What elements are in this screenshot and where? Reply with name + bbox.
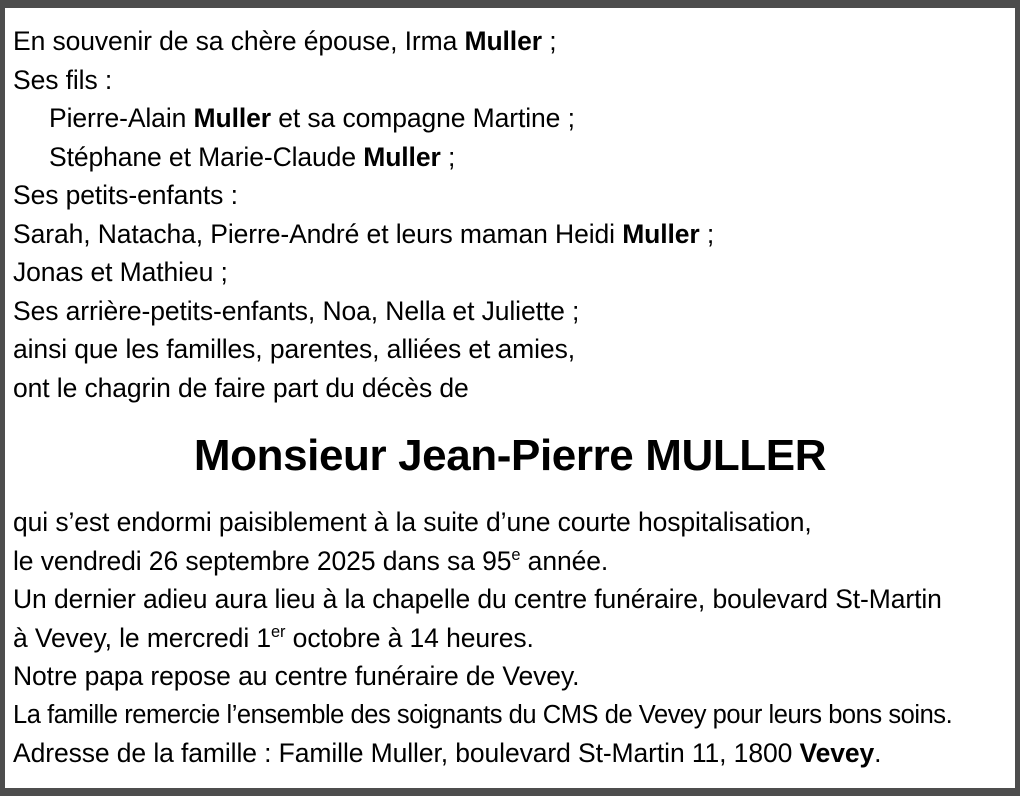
notice-text-line xyxy=(13,176,1007,215)
notice-text-line xyxy=(13,330,1007,369)
intro-block xyxy=(13,22,1007,407)
notice-text-line xyxy=(13,369,1007,408)
text-run: qui s’est endormi paisiblement à la suite d’une courte hospitalisation, xyxy=(13,507,812,537)
notice-text-line xyxy=(13,696,1007,735)
notice-text-line xyxy=(13,292,1007,331)
text-run: er xyxy=(271,622,286,641)
text-run: ont le chagrin de faire part du décès de xyxy=(13,372,469,403)
body-block xyxy=(13,503,1007,773)
text-run: ; xyxy=(541,26,557,56)
text-run: Ses petits-enfants : xyxy=(13,180,238,210)
notice-text-line xyxy=(13,99,1007,138)
text-run: le vendredi 26 septembre 2025 dans sa 95 xyxy=(13,545,512,576)
emphasis-text: Muller xyxy=(363,141,441,172)
text-run: . xyxy=(874,738,882,768)
emphasis-text: Muller xyxy=(622,218,700,249)
text-run: Stéphane et Marie-Claude xyxy=(49,141,364,172)
text-run: Adresse de la famille : Famille Muller, boulevard St-Martin 11, 1800 xyxy=(13,738,800,768)
text-run: ; xyxy=(440,141,456,172)
notice-text-line xyxy=(13,580,1007,619)
text-run: à Vevey, le mercredi 1 xyxy=(13,622,272,653)
text-run: Jonas et Mathieu ; xyxy=(13,257,228,287)
text-run: Un dernier adieu aura lieu à la chapelle du centre funéraire, boulevard St-Martin xyxy=(13,584,942,614)
notice-text-line xyxy=(13,619,1007,658)
notice-text-line xyxy=(13,61,1007,100)
emphasis-text: Muller xyxy=(464,26,542,56)
text-run: Ses arrière-petits-enfants, Noa, Nella et Juliette ; xyxy=(13,295,580,326)
text-run: et sa compagne Martine ; xyxy=(270,103,575,133)
text-run: Notre papa repose au centre funéraire de Vevey. xyxy=(13,661,580,691)
notice-text-line xyxy=(13,22,1007,61)
text-run: En souvenir de sa chère épouse, Irma xyxy=(13,26,465,56)
text-run: ainsi que les familles, parentes, alliées et amies, xyxy=(13,334,575,364)
text-run: La famille remercie l’ensemble des soignants du CMS de Vevey pour leurs bons soins. xyxy=(13,700,953,729)
notice-content xyxy=(5,8,1015,773)
emphasis-text: Muller xyxy=(193,103,271,133)
notice-text-line xyxy=(13,657,1007,696)
text-run: Ses fils : xyxy=(13,64,113,95)
notice-text-line xyxy=(13,253,1007,292)
deceased-name-block xyxy=(13,429,1007,483)
text-run: e xyxy=(511,545,521,564)
text-run: octobre à 14 heures. xyxy=(285,622,534,653)
text-run: ; xyxy=(699,218,715,249)
text-run: année. xyxy=(520,545,609,576)
text-run: Sarah, Natacha, Pierre-André et leurs maman Heidi xyxy=(13,218,623,249)
notice-text-line xyxy=(13,503,1007,542)
notice-text-line xyxy=(13,542,1007,581)
notice-text-line xyxy=(13,138,1007,177)
text-run: Pierre-Alain xyxy=(49,103,194,133)
notice-text-line xyxy=(13,734,1007,773)
emphasis-text: Vevey xyxy=(799,738,875,768)
notice-text-line xyxy=(13,215,1007,254)
deceased-name: Monsieur Jean-Pierre MULLER xyxy=(193,431,827,480)
